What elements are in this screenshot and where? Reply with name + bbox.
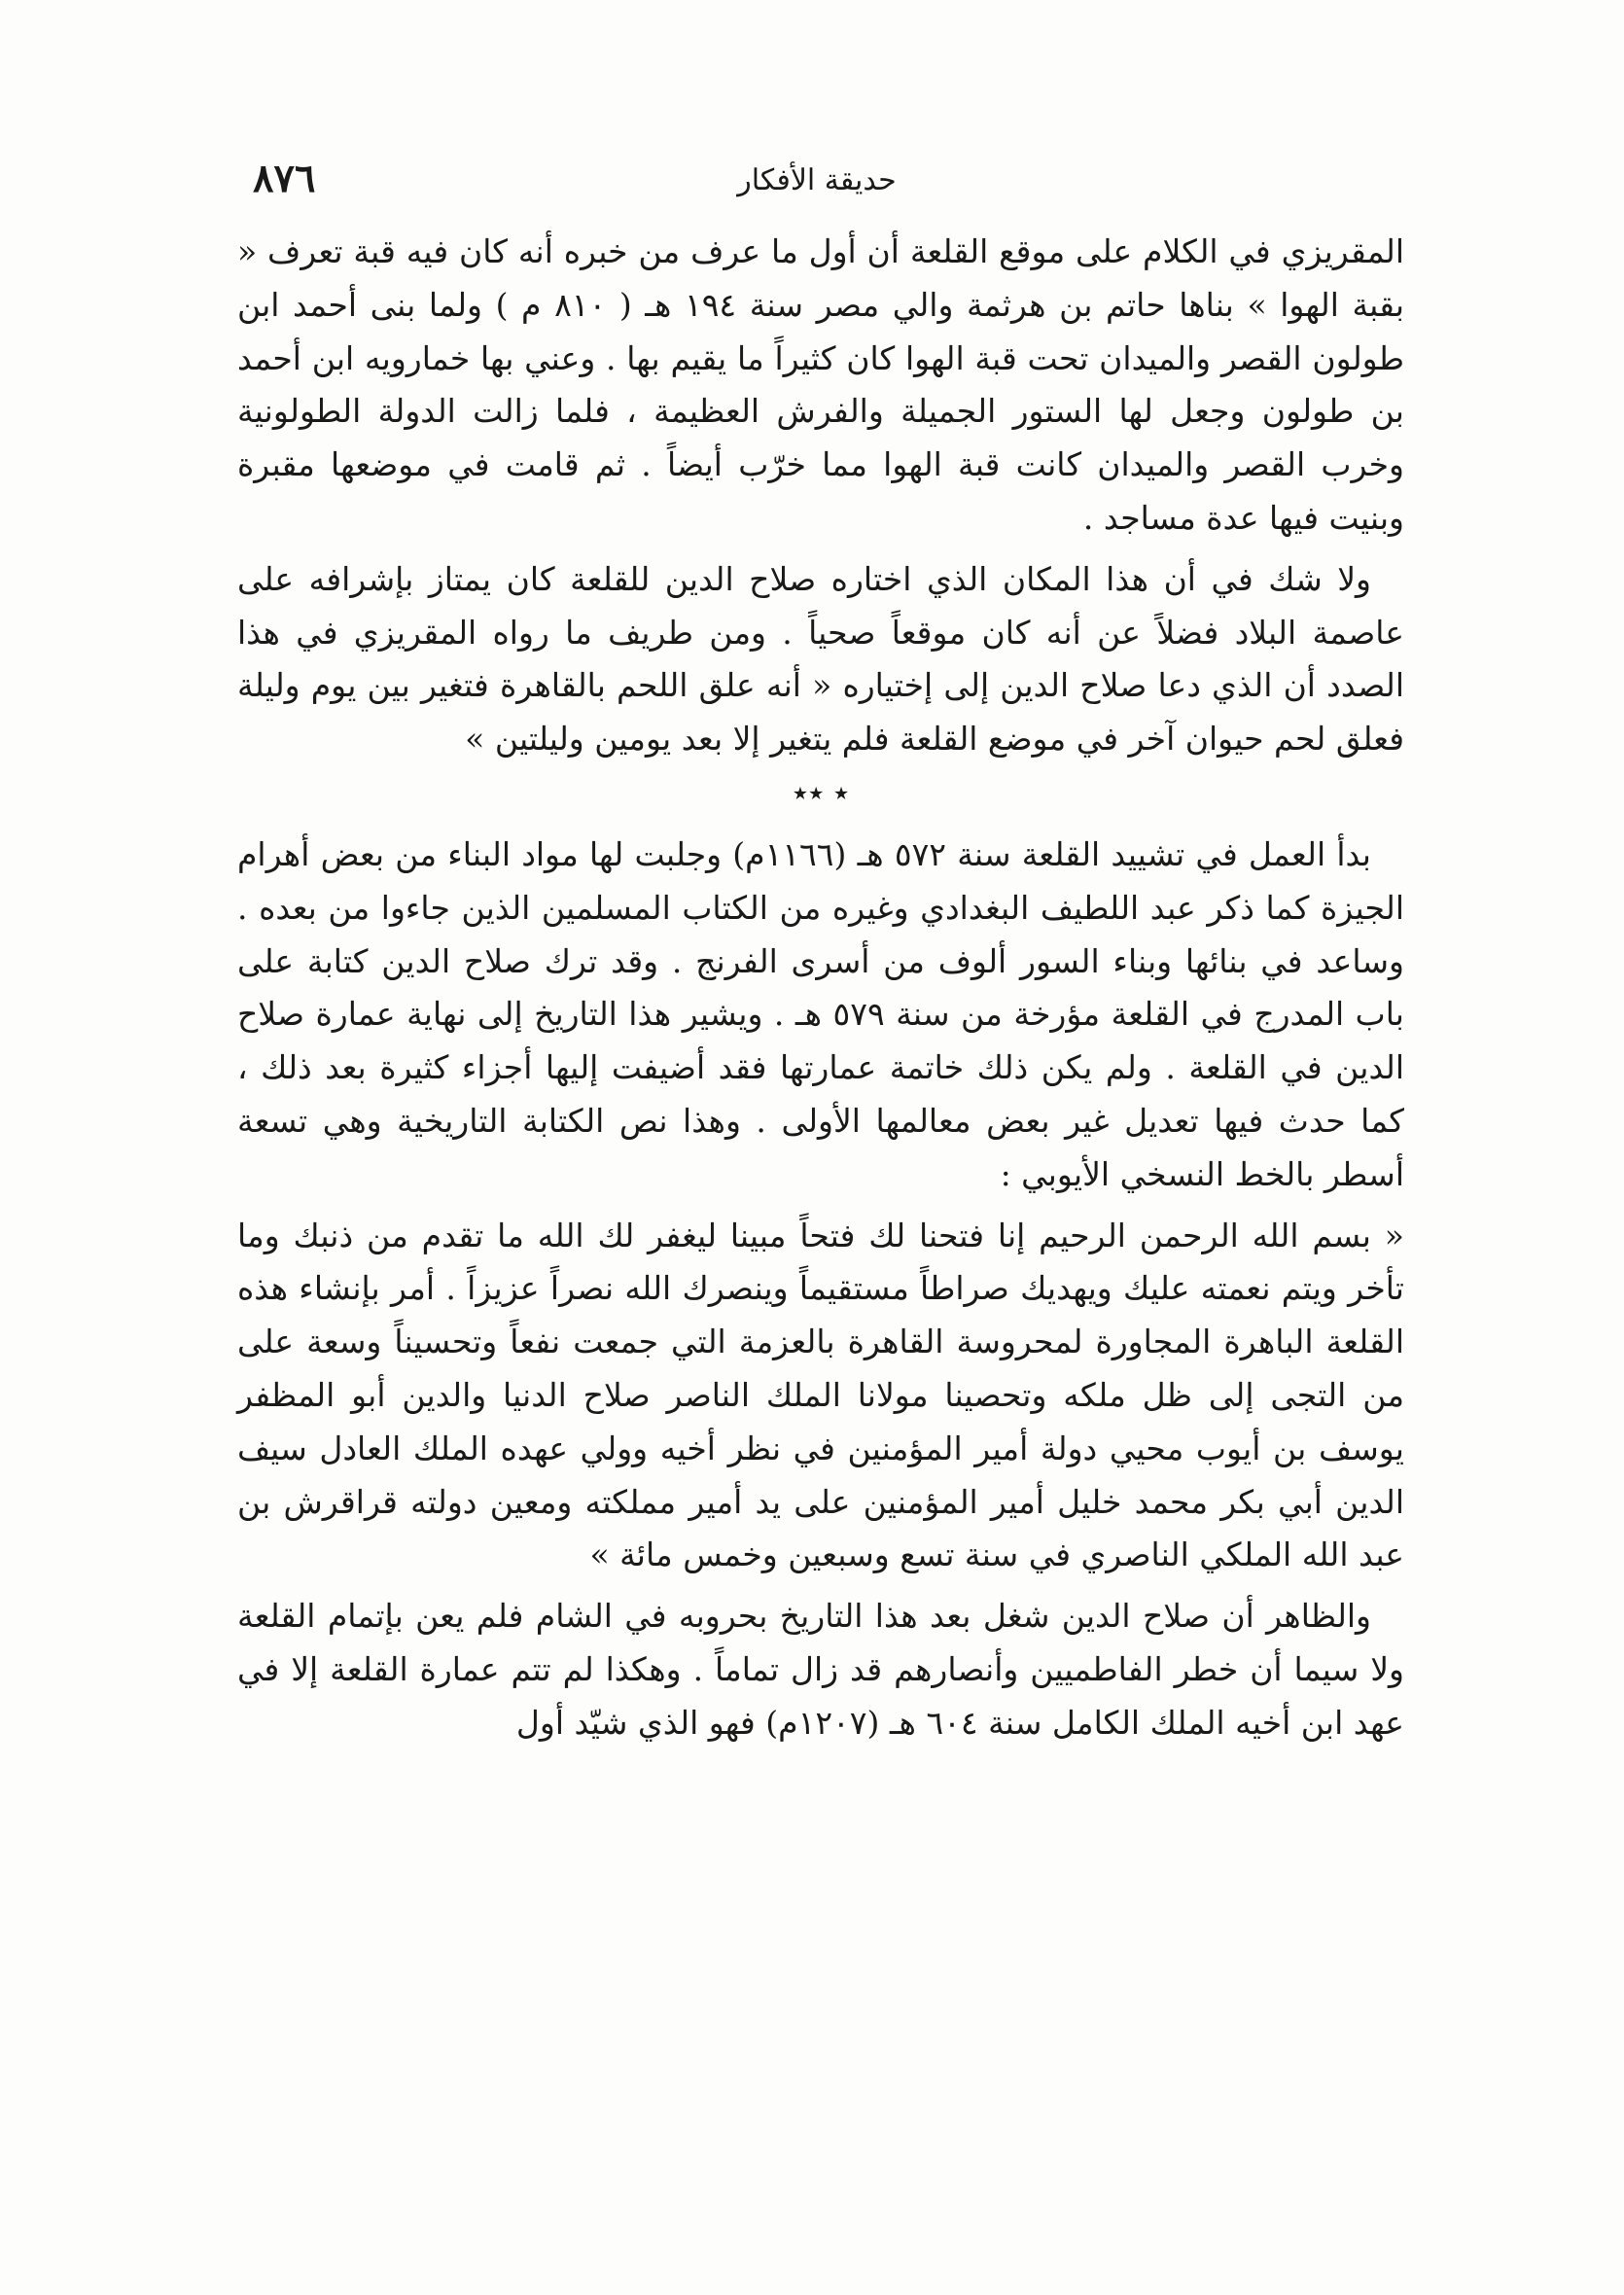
paragraph-qubbat-al-hawa: المقريزي في الكلام على موقع القلعة أن أول ما عرف من خبره أنه كان فيه قبة تعرف « بقبة الهوا » بناها حاتم بن هرثمة والي مصر سنة ١٩٤ هـ ( ٨١٠ م ) ولما بنى أحمد ابن طولون القصر والميدان تحت قبة الهوا كان كثيراً ما يقيم بها . وعني بها خمارويه ابن أحمد بن طولون وجعل لها الستور الجميلة والفرش العظيمة ، فلما زالت الدولة الطولونية وخرب القصر والميدان كانت قبة الهوا مما خرّب أيضاً . ثم قامت في موضعها مقبرة وبنيت فيها عدة مساجد . [237,232,1405,537]
page-body [237,226,1404,1758]
paragraph-construction: بدأ العمل في تشييد القلعة سنة ٥٧٢ هـ (١١٦٦م) وجلبت لها مواد البناء من بعض أهرام الجيزة كما ذكر عبد اللطيف البغدادي وغيره من الكتاب المسلمين الذين جاءوا من بعده . وساعد في بنائها وبناء السور ألوف من أسرى الفرنج . وقد ترك صلاح الدين كتابة على باب المدرج في القلعة مؤرخة من سنة ٥٧٩ هـ . ويشير هذا التاريخ إلى نهاية عمارة صلاح الدين في القلعة . ولم يكن ذلك خاتمة عمارتها فقد أضيفت إليها أجزاء كثيرة بعد ذلك ، كما حدث فيها تعديل غير بعض معالمها الأولى . وهذا نص الكتابة التاريخية وهي تسعة أسطر بالخط النسخي الأيوبي : [237,834,1404,1193]
paragraph-inscription: « بسم الله الرحمن الرحيم إنا فتحنا لك فتحاً مبينا ليغفر لك الله ما تقدم من ذنبك وما تأخر ويتم نعمته عليك ويهديك صراطاً مستقيماً وينصرك الله نصراً عزيزاً . أمر بإنشاء هذه القلعة الباهرة المجاورة لمحروسة القاهرة بالعزمة التي جمعت نفعاً وتحسيناً وسعة على من التجى إلى ظل ملكه وتحصينا مولانا الملك الناصر صلاح الدنيا والدين أبو المظفر يوسف بن أيوب محيي دولة أمير المؤمنين في نظر أخيه وولي عهده الملك العادل سيف الدين أبي بكر محمد خليل أمير المؤمنين على يد أمير مملكته ومعين دولته قراقرش بن عبد الله الملكي الناصري في سنة تسع وسبعين وخمس مائة » [237,1216,1404,1574]
paragraph-site-choice: ولا شك في أن هذا المكان الذي اختاره صلاح الدين للقلعة كان يمتاز بإشرافه على عاصمة البلاد فضلاً عن أنه كان موقعاً صحياً . ومن طريف ما رواه المقريزي في هذا الصدد أن الذي دعا صلاح الدين إلى إختياره « أنه علق اللحم بالقاهرة فتغير بين يوم وليلة فعلق لحم حيوان آخر في موضع القلعة فلم يتغير إلا بعد يومين وليلتين » [237,559,1404,759]
paragraph-completion: والظاهر أن صلاح الدين شغل بعد هذا التاريخ بحروبه في الشام فلم يعن بإتمام القلعة ولا سيما أن خطر الفاطميين وأنصارهم قد زال تماماً . وهكذا لم تتم عمارة القلعة إلا في عهد ابن أخيه الملك الكامل سنة ٦٠٤ هـ (١٢٠٧م) فهو الذي شيّد أول [237,1597,1404,1742]
page-header [233,156,1400,214]
section-divider-asterisks: ٭ ٭٭ [792,775,850,810]
running-title: حديقة الأفكار [737,163,897,197]
page-number: ٨٧٦ [253,156,316,201]
